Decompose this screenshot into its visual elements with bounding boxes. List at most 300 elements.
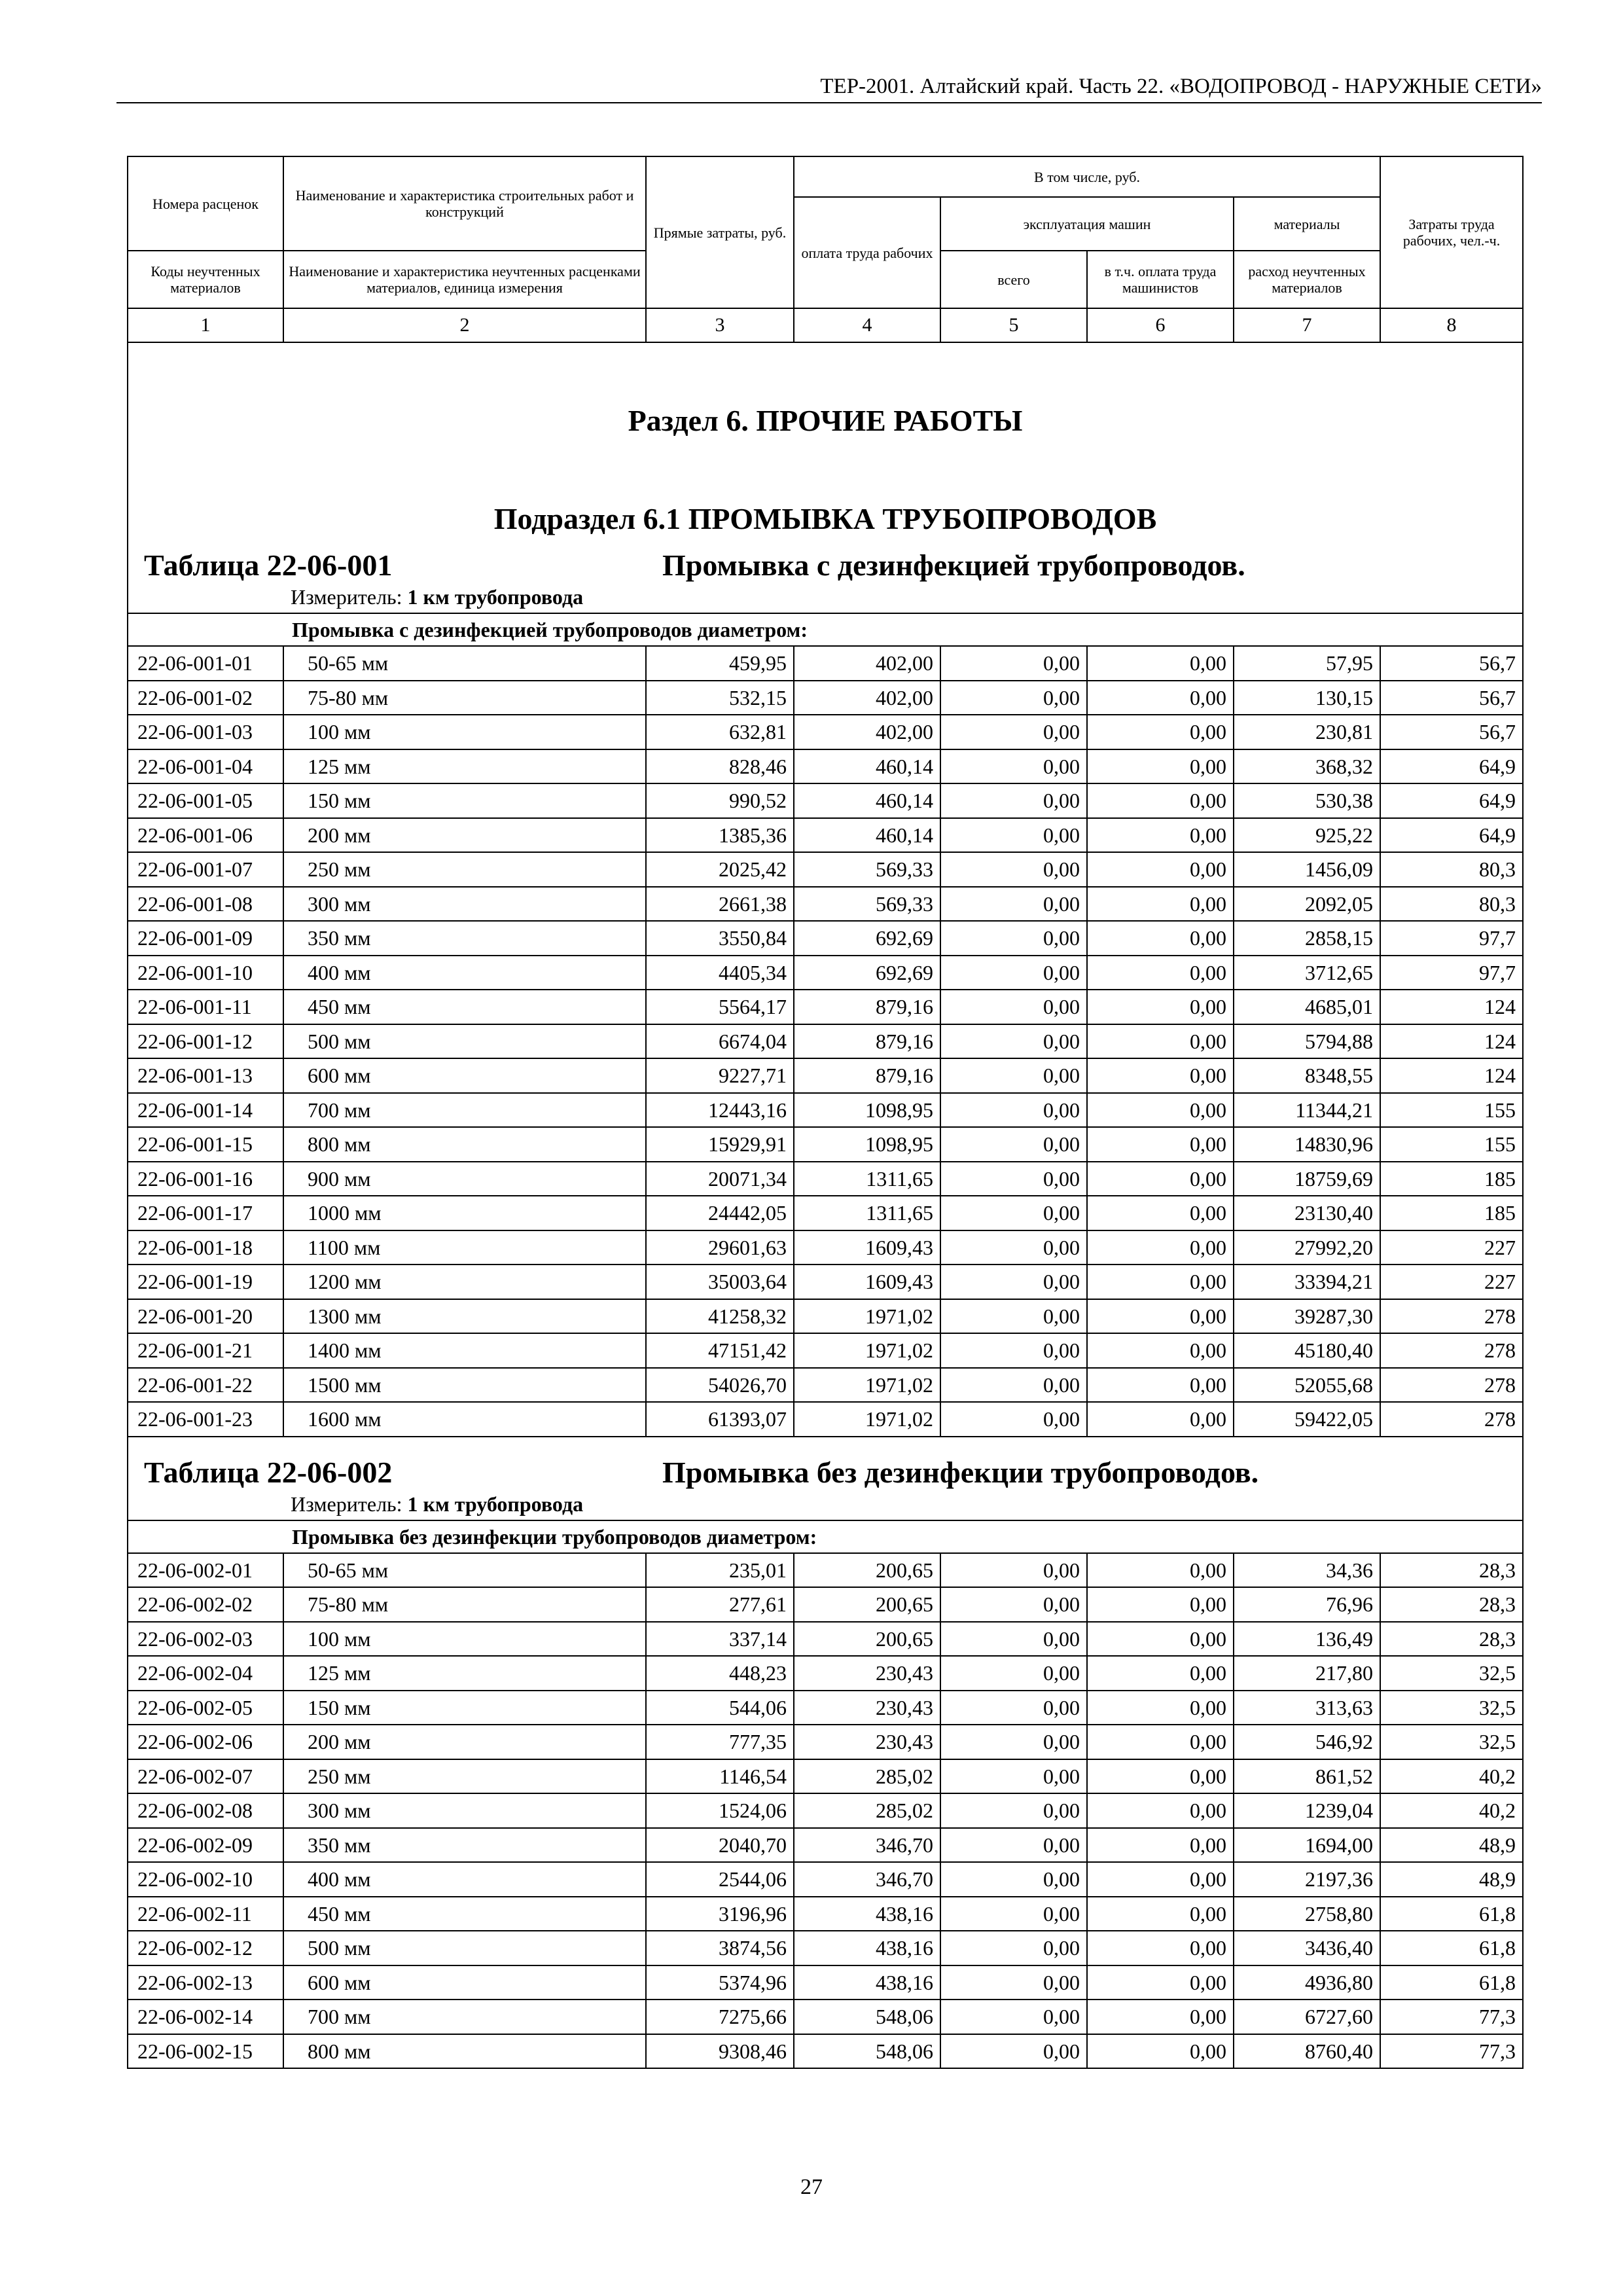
header-direct-costs: Прямые затраты, руб. bbox=[646, 156, 794, 308]
labor-pay: 879,16 bbox=[794, 990, 940, 1024]
machine-total: 0,00 bbox=[940, 2000, 1087, 2034]
machinist-pay: 0,00 bbox=[1087, 1333, 1234, 1368]
labor-hours: 61,8 bbox=[1380, 1965, 1523, 2000]
labor-hours: 32,5 bbox=[1380, 1725, 1523, 1759]
machine-total: 0,00 bbox=[940, 1162, 1087, 1196]
direct-costs: 828,46 bbox=[646, 749, 794, 784]
rate-code: 22-06-001-23 bbox=[128, 1402, 283, 1437]
column-number: 5 bbox=[940, 308, 1087, 342]
labor-pay: 230,43 bbox=[794, 1725, 940, 1759]
direct-costs: 24442,05 bbox=[646, 1196, 794, 1230]
machine-total: 0,00 bbox=[940, 1622, 1087, 1657]
machinist-pay: 0,00 bbox=[1087, 990, 1234, 1024]
direct-costs: 4405,34 bbox=[646, 956, 794, 990]
table-row bbox=[128, 852, 1523, 887]
table-row bbox=[128, 1265, 1523, 1299]
rate-code: 22-06-001-11 bbox=[128, 990, 283, 1024]
machinist-pay: 0,00 bbox=[1087, 1127, 1234, 1162]
machinist-pay: 0,00 bbox=[1087, 681, 1234, 715]
rate-code: 22-06-002-12 bbox=[128, 1931, 283, 1965]
rate-code: 22-06-001-13 bbox=[128, 1058, 283, 1093]
labor-pay: 692,69 bbox=[794, 921, 940, 956]
machinist-pay: 0,00 bbox=[1087, 1828, 1234, 1863]
rate-code: 22-06-001-16 bbox=[128, 1162, 283, 1196]
table-row bbox=[128, 1862, 1523, 1897]
rate-code: 22-06-001-04 bbox=[128, 749, 283, 784]
table-row bbox=[128, 1965, 1523, 2000]
rate-code: 22-06-001-19 bbox=[128, 1265, 283, 1299]
machine-total: 0,00 bbox=[940, 1656, 1087, 1691]
labor-hours: 77,3 bbox=[1380, 2034, 1523, 2069]
labor-hours: 56,7 bbox=[1380, 646, 1523, 681]
labor-hours: 97,7 bbox=[1380, 956, 1523, 990]
direct-costs: 990,52 bbox=[646, 783, 794, 818]
direct-costs: 35003,64 bbox=[646, 1265, 794, 1299]
direct-costs: 532,15 bbox=[646, 681, 794, 715]
table-row bbox=[128, 1402, 1523, 1437]
machinist-pay: 0,00 bbox=[1087, 1725, 1234, 1759]
pipe-diameter: 250 мм bbox=[283, 852, 646, 887]
labor-pay: 438,16 bbox=[794, 1965, 940, 2000]
direct-costs: 1524,06 bbox=[646, 1793, 794, 1828]
labor-hours: 227 bbox=[1380, 1265, 1523, 1299]
labor-hours: 28,3 bbox=[1380, 1587, 1523, 1622]
table2-title-row bbox=[128, 1453, 1522, 1498]
machinist-pay: 0,00 bbox=[1087, 1093, 1234, 1128]
machine-total: 0,00 bbox=[940, 1265, 1087, 1299]
table-row bbox=[128, 1230, 1523, 1265]
pipe-diameter: 350 мм bbox=[283, 921, 646, 956]
labor-pay: 1971,02 bbox=[794, 1299, 940, 1334]
machinist-pay: 0,00 bbox=[1087, 818, 1234, 853]
labor-hours: 185 bbox=[1380, 1196, 1523, 1230]
pipe-diameter: 350 мм bbox=[283, 1828, 646, 1863]
rate-code: 22-06-001-22 bbox=[128, 1368, 283, 1403]
table-row bbox=[128, 1828, 1523, 1863]
machinist-pay: 0,00 bbox=[1087, 1402, 1234, 1437]
direct-costs: 1385,36 bbox=[646, 818, 794, 853]
machinist-pay: 0,00 bbox=[1087, 921, 1234, 956]
rate-code: 22-06-001-12 bbox=[128, 1024, 283, 1059]
pipe-diameter: 150 мм bbox=[283, 1691, 646, 1725]
labor-hours: 56,7 bbox=[1380, 681, 1523, 715]
rate-code: 22-06-002-09 bbox=[128, 1828, 283, 1863]
labor-pay: 1311,65 bbox=[794, 1196, 940, 1230]
materials-cost: 8760,40 bbox=[1234, 2034, 1380, 2069]
materials-cost: 130,15 bbox=[1234, 681, 1380, 715]
machinist-pay: 0,00 bbox=[1087, 1265, 1234, 1299]
header-material-codes: Коды неучтенных материалов bbox=[128, 251, 283, 308]
pipe-diameter: 400 мм bbox=[283, 956, 646, 990]
rate-code: 22-06-002-13 bbox=[128, 1965, 283, 2000]
table-row bbox=[128, 1931, 1523, 1965]
labor-hours: 155 bbox=[1380, 1093, 1523, 1128]
direct-costs: 9308,46 bbox=[646, 2034, 794, 2069]
labor-hours: 124 bbox=[1380, 990, 1523, 1024]
table2-measure-label: Измеритель: bbox=[291, 1492, 402, 1516]
direct-costs: 5374,96 bbox=[646, 1965, 794, 2000]
running-header: ТЕР-2001. Алтайский край. Часть 22. «ВОДОПРОВОД - НАРУЖНЫЕ СЕТИ» bbox=[116, 71, 1542, 103]
pipe-diameter: 50-65 мм bbox=[283, 646, 646, 681]
table-row bbox=[128, 1793, 1523, 1828]
machine-total: 0,00 bbox=[940, 1965, 1087, 2000]
rate-code: 22-06-002-07 bbox=[128, 1759, 283, 1794]
rate-code: 22-06-002-03 bbox=[128, 1622, 283, 1657]
table-row bbox=[128, 2034, 1523, 2069]
table-row bbox=[128, 1127, 1523, 1162]
direct-costs: 2544,06 bbox=[646, 1862, 794, 1897]
labor-pay: 1098,95 bbox=[794, 1093, 940, 1128]
labor-pay: 1971,02 bbox=[794, 1368, 940, 1403]
header-material-name: Наименование и характеристика неучтенных расценками материалов, единица измерения bbox=[283, 251, 646, 308]
price-table bbox=[127, 156, 1524, 2069]
labor-hours: 48,9 bbox=[1380, 1862, 1523, 1897]
table1-title: Промывка с дезинфекцией трубопроводов. bbox=[662, 548, 1245, 582]
table1-measure-value: 1 км трубопровода bbox=[407, 585, 584, 609]
direct-costs: 7275,66 bbox=[646, 2000, 794, 2034]
pipe-diameter: 150 мм bbox=[283, 783, 646, 818]
labor-hours: 80,3 bbox=[1380, 852, 1523, 887]
table-row bbox=[128, 1725, 1523, 1759]
machine-total: 0,00 bbox=[940, 1587, 1087, 1622]
direct-costs: 54026,70 bbox=[646, 1368, 794, 1403]
machine-total: 0,00 bbox=[940, 990, 1087, 1024]
labor-pay: 230,43 bbox=[794, 1656, 940, 1691]
materials-cost: 18759,69 bbox=[1234, 1162, 1380, 1196]
pipe-diameter: 125 мм bbox=[283, 1656, 646, 1691]
machinist-pay: 0,00 bbox=[1087, 852, 1234, 887]
machine-total: 0,00 bbox=[940, 1402, 1087, 1437]
table-row bbox=[128, 1553, 1523, 1588]
machine-total: 0,00 bbox=[940, 956, 1087, 990]
materials-cost: 530,38 bbox=[1234, 783, 1380, 818]
materials-cost: 1239,04 bbox=[1234, 1793, 1380, 1828]
rate-code: 22-06-002-02 bbox=[128, 1587, 283, 1622]
rate-code: 22-06-001-20 bbox=[128, 1299, 283, 1334]
machinist-pay: 0,00 bbox=[1087, 1024, 1234, 1059]
materials-cost: 1694,00 bbox=[1234, 1828, 1380, 1863]
materials-cost: 217,80 bbox=[1234, 1656, 1380, 1691]
materials-cost: 2092,05 bbox=[1234, 887, 1380, 922]
rate-code: 22-06-001-03 bbox=[128, 715, 283, 749]
machine-total: 0,00 bbox=[940, 1897, 1087, 1931]
table-row bbox=[128, 1024, 1523, 1059]
rate-code: 22-06-001-08 bbox=[128, 887, 283, 922]
machine-total: 0,00 bbox=[940, 1230, 1087, 1265]
pipe-diameter: 200 мм bbox=[283, 818, 646, 853]
direct-costs: 277,61 bbox=[646, 1587, 794, 1622]
pipe-diameter: 250 мм bbox=[283, 1759, 646, 1794]
table-row bbox=[128, 921, 1523, 956]
materials-cost: 925,22 bbox=[1234, 818, 1380, 853]
table1-group-label: Промывка с дезинфекцией трубопроводов диаметром: bbox=[128, 613, 1523, 646]
column-number-row bbox=[128, 308, 1523, 342]
pipe-diameter: 800 мм bbox=[283, 2034, 646, 2069]
materials-cost: 11344,21 bbox=[1234, 1093, 1380, 1128]
labor-pay: 200,65 bbox=[794, 1553, 940, 1588]
materials-cost: 6727,60 bbox=[1234, 2000, 1380, 2034]
rate-code: 22-06-001-07 bbox=[128, 852, 283, 887]
machine-total: 0,00 bbox=[940, 749, 1087, 784]
labor-hours: 227 bbox=[1380, 1230, 1523, 1265]
column-number: 3 bbox=[646, 308, 794, 342]
machinist-pay: 0,00 bbox=[1087, 2034, 1234, 2069]
table-row bbox=[128, 1759, 1523, 1794]
labor-pay: 460,14 bbox=[794, 783, 940, 818]
materials-cost: 52055,68 bbox=[1234, 1368, 1380, 1403]
materials-cost: 4685,01 bbox=[1234, 990, 1380, 1024]
section-title: Раздел 6. ПРОЧИЕ РАБОТЫ bbox=[628, 404, 1023, 437]
labor-hours: 185 bbox=[1380, 1162, 1523, 1196]
labor-pay: 402,00 bbox=[794, 646, 940, 681]
machine-total: 0,00 bbox=[940, 1725, 1087, 1759]
column-number: 1 bbox=[128, 308, 283, 342]
direct-costs: 15929,91 bbox=[646, 1127, 794, 1162]
labor-hours: 32,5 bbox=[1380, 1656, 1523, 1691]
machinist-pay: 0,00 bbox=[1087, 1793, 1234, 1828]
materials-cost: 2758,80 bbox=[1234, 1897, 1380, 1931]
table-row bbox=[128, 783, 1523, 818]
labor-pay: 438,16 bbox=[794, 1897, 940, 1931]
machine-total: 0,00 bbox=[940, 1333, 1087, 1368]
materials-cost: 45180,40 bbox=[1234, 1333, 1380, 1368]
pipe-diameter: 1600 мм bbox=[283, 1402, 646, 1437]
rate-code: 22-06-002-05 bbox=[128, 1691, 283, 1725]
pipe-diameter: 1200 мм bbox=[283, 1265, 646, 1299]
column-number: 6 bbox=[1087, 308, 1234, 342]
machinist-pay: 0,00 bbox=[1087, 1299, 1234, 1334]
direct-costs: 47151,42 bbox=[646, 1333, 794, 1368]
labor-pay: 879,16 bbox=[794, 1058, 940, 1093]
pipe-diameter: 100 мм bbox=[283, 1622, 646, 1657]
pipe-diameter: 1000 мм bbox=[283, 1196, 646, 1230]
pipe-diameter: 75-80 мм bbox=[283, 681, 646, 715]
labor-pay: 200,65 bbox=[794, 1587, 940, 1622]
table-row bbox=[128, 990, 1523, 1024]
labor-pay: 569,33 bbox=[794, 887, 940, 922]
pipe-diameter: 700 мм bbox=[283, 2000, 646, 2034]
labor-pay: 285,02 bbox=[794, 1759, 940, 1794]
materials-cost: 57,95 bbox=[1234, 646, 1380, 681]
materials-cost: 546,92 bbox=[1234, 1725, 1380, 1759]
table2-heading-cell bbox=[128, 1437, 1523, 1520]
machine-total: 0,00 bbox=[940, 2034, 1087, 2069]
materials-cost: 23130,40 bbox=[1234, 1196, 1380, 1230]
table1-number: Таблица 22-06-001 bbox=[144, 548, 393, 582]
table-row bbox=[128, 1333, 1523, 1368]
labor-hours: 28,3 bbox=[1380, 1622, 1523, 1657]
labor-hours: 97,7 bbox=[1380, 921, 1523, 956]
machine-total: 0,00 bbox=[940, 852, 1087, 887]
rate-code: 22-06-002-08 bbox=[128, 1793, 283, 1828]
materials-cost: 34,36 bbox=[1234, 1553, 1380, 1588]
machine-total: 0,00 bbox=[940, 681, 1087, 715]
machinist-pay: 0,00 bbox=[1087, 1759, 1234, 1794]
direct-costs: 29601,63 bbox=[646, 1230, 794, 1265]
labor-hours: 40,2 bbox=[1380, 1759, 1523, 1794]
direct-costs: 3196,96 bbox=[646, 1897, 794, 1931]
labor-pay: 230,43 bbox=[794, 1691, 940, 1725]
pipe-diameter: 200 мм bbox=[283, 1725, 646, 1759]
labor-hours: 40,2 bbox=[1380, 1793, 1523, 1828]
labor-hours: 278 bbox=[1380, 1333, 1523, 1368]
machinist-pay: 0,00 bbox=[1087, 1196, 1234, 1230]
direct-costs: 12443,16 bbox=[646, 1093, 794, 1128]
labor-pay: 692,69 bbox=[794, 956, 940, 990]
subsection-title: Подраздел 6.1 ПРОМЫВКА ТРУБОПРОВОДОВ bbox=[493, 502, 1157, 535]
materials-cost: 2197,36 bbox=[1234, 1862, 1380, 1897]
table2-title: Промывка без дезинфекции трубопроводов. bbox=[662, 1455, 1259, 1489]
rate-code: 22-06-001-18 bbox=[128, 1230, 283, 1265]
table-row bbox=[128, 1058, 1523, 1093]
header-machine-operation: эксплуатация машин bbox=[940, 197, 1234, 251]
labor-pay: 1609,43 bbox=[794, 1265, 940, 1299]
labor-hours: 80,3 bbox=[1380, 887, 1523, 922]
machine-total: 0,00 bbox=[940, 1793, 1087, 1828]
materials-cost: 59422,05 bbox=[1234, 1402, 1380, 1437]
labor-hours: 278 bbox=[1380, 1402, 1523, 1437]
pipe-diameter: 300 мм bbox=[283, 887, 646, 922]
labor-hours: 64,9 bbox=[1380, 818, 1523, 853]
machinist-pay: 0,00 bbox=[1087, 1230, 1234, 1265]
direct-costs: 337,14 bbox=[646, 1622, 794, 1657]
table-row bbox=[128, 749, 1523, 784]
labor-pay: 346,70 bbox=[794, 1862, 940, 1897]
direct-costs: 2025,42 bbox=[646, 852, 794, 887]
machine-total: 0,00 bbox=[940, 1828, 1087, 1863]
header-labor-costs: Затраты труда рабочих, чел.-ч. bbox=[1380, 156, 1523, 308]
machinist-pay: 0,00 bbox=[1087, 1553, 1234, 1588]
pipe-diameter: 450 мм bbox=[283, 1897, 646, 1931]
header-unaccounted-materials: расход неучтенных материалов bbox=[1234, 251, 1380, 308]
machinist-pay: 0,00 bbox=[1087, 1162, 1234, 1196]
pipe-diameter: 500 мм bbox=[283, 1024, 646, 1059]
labor-hours: 48,9 bbox=[1380, 1828, 1523, 1863]
materials-cost: 136,49 bbox=[1234, 1622, 1380, 1657]
machine-total: 0,00 bbox=[940, 1127, 1087, 1162]
table-row bbox=[128, 1691, 1523, 1725]
machinist-pay: 0,00 bbox=[1087, 1622, 1234, 1657]
materials-cost: 313,63 bbox=[1234, 1691, 1380, 1725]
labor-pay: 569,33 bbox=[794, 852, 940, 887]
header-materials: материалы bbox=[1234, 197, 1380, 251]
machinist-pay: 0,00 bbox=[1087, 956, 1234, 990]
labor-pay: 438,16 bbox=[794, 1931, 940, 1965]
labor-pay: 1971,02 bbox=[794, 1333, 940, 1368]
machinist-pay: 0,00 bbox=[1087, 1368, 1234, 1403]
machinist-pay: 0,00 bbox=[1087, 1058, 1234, 1093]
direct-costs: 5564,17 bbox=[646, 990, 794, 1024]
machine-total: 0,00 bbox=[940, 646, 1087, 681]
machine-total: 0,00 bbox=[940, 715, 1087, 749]
direct-costs: 544,06 bbox=[646, 1691, 794, 1725]
labor-pay: 346,70 bbox=[794, 1828, 940, 1863]
machine-total: 0,00 bbox=[940, 921, 1087, 956]
labor-pay: 460,14 bbox=[794, 818, 940, 853]
pipe-diameter: 1500 мм bbox=[283, 1368, 646, 1403]
machinist-pay: 0,00 bbox=[1087, 783, 1234, 818]
machine-total: 0,00 bbox=[940, 1196, 1087, 1230]
machinist-pay: 0,00 bbox=[1087, 887, 1234, 922]
rate-code: 22-06-001-06 bbox=[128, 818, 283, 853]
materials-cost: 27992,20 bbox=[1234, 1230, 1380, 1265]
table-row bbox=[128, 956, 1523, 990]
table-row bbox=[128, 1587, 1523, 1622]
table-row bbox=[128, 715, 1523, 749]
machinist-pay: 0,00 bbox=[1087, 1862, 1234, 1897]
table1-measure-label: Измеритель: bbox=[291, 585, 402, 609]
materials-cost: 3712,65 bbox=[1234, 956, 1380, 990]
labor-hours: 278 bbox=[1380, 1299, 1523, 1334]
table-row bbox=[128, 1093, 1523, 1128]
machinist-pay: 0,00 bbox=[1087, 1965, 1234, 2000]
rate-code: 22-06-001-21 bbox=[128, 1333, 283, 1368]
machine-total: 0,00 bbox=[940, 1299, 1087, 1334]
materials-cost: 33394,21 bbox=[1234, 1265, 1380, 1299]
pipe-diameter: 600 мм bbox=[283, 1058, 646, 1093]
header-rate-numbers: Номера расценок bbox=[128, 156, 283, 251]
labor-hours: 61,8 bbox=[1380, 1897, 1523, 1931]
rate-code: 22-06-002-15 bbox=[128, 2034, 283, 2069]
pipe-diameter: 800 мм bbox=[283, 1127, 646, 1162]
table-row bbox=[128, 646, 1523, 681]
labor-hours: 64,9 bbox=[1380, 783, 1523, 818]
pipe-diameter: 450 мм bbox=[283, 990, 646, 1024]
rate-code: 22-06-001-09 bbox=[128, 921, 283, 956]
materials-cost: 368,32 bbox=[1234, 749, 1380, 784]
machine-total: 0,00 bbox=[940, 818, 1087, 853]
page-number: 27 bbox=[800, 2175, 823, 2199]
rate-code: 22-06-002-04 bbox=[128, 1656, 283, 1691]
table-row bbox=[128, 681, 1523, 715]
pipe-diameter: 50-65 мм bbox=[283, 1553, 646, 1588]
direct-costs: 41258,32 bbox=[646, 1299, 794, 1334]
materials-cost: 39287,30 bbox=[1234, 1299, 1380, 1334]
materials-cost: 861,52 bbox=[1234, 1759, 1380, 1794]
direct-costs: 448,23 bbox=[646, 1656, 794, 1691]
labor-hours: 124 bbox=[1380, 1058, 1523, 1093]
rate-code: 22-06-001-05 bbox=[128, 783, 283, 818]
labor-pay: 1098,95 bbox=[794, 1127, 940, 1162]
labor-hours: 56,7 bbox=[1380, 715, 1523, 749]
table-row bbox=[128, 1656, 1523, 1691]
column-number: 4 bbox=[794, 308, 940, 342]
pipe-diameter: 400 мм bbox=[283, 1862, 646, 1897]
rate-code: 22-06-001-01 bbox=[128, 646, 283, 681]
materials-cost: 14830,96 bbox=[1234, 1127, 1380, 1162]
direct-costs: 20071,34 bbox=[646, 1162, 794, 1196]
rate-code: 22-06-002-01 bbox=[128, 1553, 283, 1588]
table2-rows bbox=[128, 1553, 1523, 2069]
table2-number: Таблица 22-06-002 bbox=[144, 1455, 393, 1489]
table-row bbox=[128, 1299, 1523, 1334]
machinist-pay: 0,00 bbox=[1087, 1931, 1234, 1965]
labor-hours: 155 bbox=[1380, 1127, 1523, 1162]
table1-rows bbox=[128, 646, 1523, 1437]
direct-costs: 2661,38 bbox=[646, 887, 794, 922]
rate-code: 22-06-002-14 bbox=[128, 2000, 283, 2034]
pipe-diameter: 900 мм bbox=[283, 1162, 646, 1196]
materials-cost: 4936,80 bbox=[1234, 1965, 1380, 2000]
labor-pay: 285,02 bbox=[794, 1793, 940, 1828]
column-number: 8 bbox=[1380, 308, 1523, 342]
machine-total: 0,00 bbox=[940, 1691, 1087, 1725]
pipe-diameter: 700 мм bbox=[283, 1093, 646, 1128]
header-work-name: Наименование и характеристика строительных работ и конструкций bbox=[283, 156, 646, 251]
materials-cost: 76,96 bbox=[1234, 1587, 1380, 1622]
labor-pay: 1609,43 bbox=[794, 1230, 940, 1265]
pipe-diameter: 500 мм bbox=[283, 1931, 646, 1965]
